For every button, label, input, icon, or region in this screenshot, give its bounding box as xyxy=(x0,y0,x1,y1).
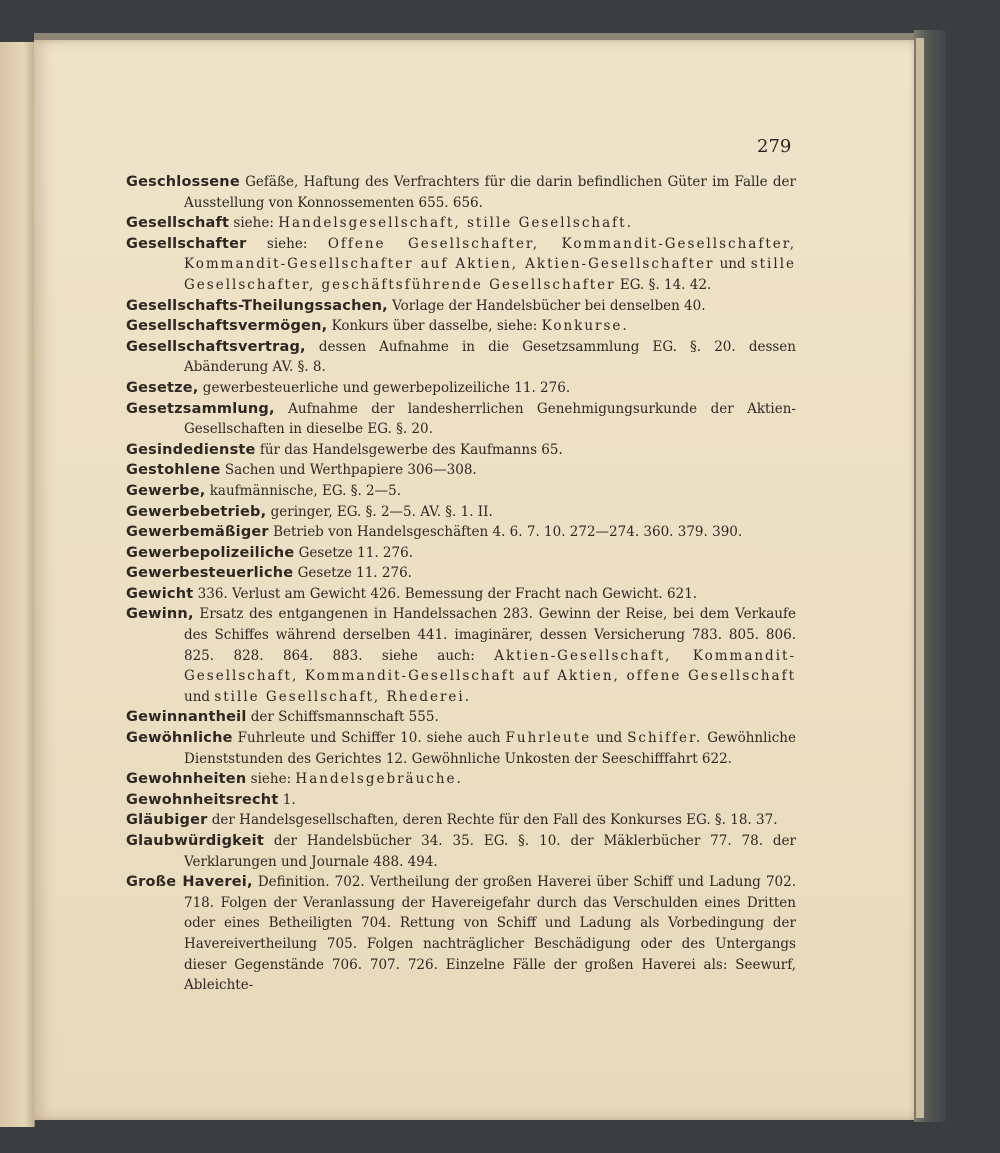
entry-text: gewerbesteuerliche und gewerbepolizeiliche 11. 276. xyxy=(198,379,571,396)
index-headword: Gewicht xyxy=(126,585,194,602)
index-entry xyxy=(126,543,796,564)
index-headword: Gewohnheitsrecht xyxy=(126,791,279,808)
entry-text: und xyxy=(184,688,215,705)
index-headword: Gewohnheiten xyxy=(126,771,247,788)
index-headword: Gläubiger xyxy=(126,812,208,829)
index-entry xyxy=(126,399,796,440)
index-entry xyxy=(126,440,796,461)
cross-reference: Handelsgesellschaft, stille Gesellschaft. xyxy=(278,215,633,232)
entry-text: der Handelsgesellschaften, deren Rechte für den Fall des Konkurses EG. §. 18. 37. xyxy=(207,812,778,829)
index-headword: Gesindedienste xyxy=(126,441,256,458)
index-entry xyxy=(126,584,796,605)
index-entry xyxy=(126,790,796,811)
entry-text: Betrieb von Handelsgeschäften 4. 6. 7. 10. 272—274. 360. 379. 390. xyxy=(268,524,743,541)
index-entry xyxy=(126,213,796,234)
entry-text: für das Handelsgewerbe des Kaufmanns 65. xyxy=(255,441,563,458)
cross-reference: Fuhrleute xyxy=(505,730,592,747)
entry-text: der Schiffsmannschaft 555. xyxy=(246,709,439,726)
page-stack-edge xyxy=(916,38,924,1118)
index-headword: Gesellschafter xyxy=(126,235,247,252)
index-entry xyxy=(126,172,796,213)
cross-reference: Aktien-Gesellschaft, Kommandit-Gesellschaft, Kommandit-Gesellschaft auf Aktien, offene Gesellschaft xyxy=(184,647,797,685)
entry-text: 336. Verlust am Gewicht 426. Bemessung der Fracht nach Gewicht. 621. xyxy=(193,585,698,602)
entry-text: siehe: xyxy=(246,235,328,252)
previous-page-edge xyxy=(0,42,35,1127)
index-headword: Geschlossene xyxy=(126,174,240,190)
index-entry xyxy=(126,337,796,378)
entry-text: siehe: xyxy=(246,771,296,788)
index-headword: Gesellschafts-Theilungssachen, xyxy=(126,297,388,314)
index-entry xyxy=(126,728,796,769)
index-headword: Gewöhnliche xyxy=(126,730,233,747)
index-headword: Gewinnantheil xyxy=(126,709,247,726)
entry-text: und xyxy=(591,730,628,747)
index-entry xyxy=(126,872,796,996)
cross-reference: Konkurse. xyxy=(541,318,629,335)
index-headword: Gewerbepolizeiliche xyxy=(126,544,295,561)
index-headword: Große Haverei, xyxy=(126,874,253,891)
entry-text: Fuhrleute und Schiffer 10. siehe auch xyxy=(232,730,506,747)
entry-text: kaufmännische, EG. §. 2—5. xyxy=(205,482,402,499)
index-entry xyxy=(126,563,796,584)
index-headword: Gewerbemäßiger xyxy=(126,524,269,541)
entry-text: Gewöhnliche Dienststunden des Gerichtes 12. Gewöhnliche Unkosten der Seeschifffahrt 622. xyxy=(184,730,796,767)
index-entries xyxy=(126,172,796,996)
cross-reference: Handelsgebräuche. xyxy=(295,771,463,788)
entry-text: 1. xyxy=(278,791,296,808)
entry-text: EG. §. 14. 42. xyxy=(615,276,712,293)
index-entry xyxy=(126,234,796,296)
index-entry xyxy=(126,481,796,502)
index-headword: Glaubwürdigkeit xyxy=(126,833,264,849)
index-headword: Gesetze, xyxy=(126,379,199,396)
index-headword: Gesellschaft xyxy=(126,215,230,232)
entry-text: Gefäße, Haftung des Verfrachters für die darin befindlichen Güter im Falle der Ausstellung von Konnossementen 655. 656. xyxy=(184,174,796,211)
page-number: 279 xyxy=(757,136,792,157)
index-entry xyxy=(126,831,796,872)
index-entry xyxy=(126,810,796,831)
entry-text: Konkurs über dasselbe, siehe: xyxy=(327,318,542,335)
cross-reference: Schiffer. xyxy=(627,730,703,747)
index-entry xyxy=(126,769,796,790)
index-entry xyxy=(126,502,796,523)
index-entry xyxy=(126,604,796,707)
entry-text: Definition. 702. Vertheilung der großen Haverei über Schiff und Ladung 702. 718. Folgen der Veranlassung der Havereigefahr durch das Verschulden eines Dritten oder eines Betheiligten 704. Rettung von Schiff und Ladung als Vorbedingung der Havereivertheilung 705. Folgen nachträglicher Beschädigung oder des Untergangs dieser Gegenstände 706. 707. 726. Einzelne Fälle der großen Haverei als: Seewurf, Ableichte- xyxy=(184,874,797,994)
index-headword: Gewinn, xyxy=(126,606,194,623)
entry-text: geringer, EG. §. 2—5. AV. §. 1. II. xyxy=(266,503,493,520)
entry-text: Ersatz des entgangenen in Handelssachen 283. Gewinn der Reise, bei dem Verkaufe des Schiffes während derselben 441. imaginärer, dessen Versicherung 783. 805. 806. 825. 828. 864. 883. siehe auch: xyxy=(184,606,796,664)
index-entry xyxy=(126,522,796,543)
entry-text: Vorlage der Handelsbücher bei denselben 40. xyxy=(387,297,706,314)
cross-reference: Offene Gesellschafter, Kommandit-Gesellschafter, Kommandit-Gesellschafter auf Aktien, Aktien-Gesellschafter xyxy=(184,235,796,273)
entry-text: siehe: xyxy=(229,215,279,232)
cross-reference: stille Gesellschaft, Rhederei. xyxy=(214,688,472,705)
entry-text: Gesetze 11. 276. xyxy=(293,565,412,582)
index-entry xyxy=(126,378,796,399)
entry-text: Sachen und Werthpapiere 306—308. xyxy=(220,462,477,479)
entry-text: Gesetze 11. 276. xyxy=(294,544,413,561)
entry-text: der Handelsbücher 34. 35. EG. §. 10. der Mäklerbücher 77. 78. der Verklarungen und Journale 488. 494. xyxy=(184,833,796,870)
index-headword: Gewerbe, xyxy=(126,482,206,499)
index-headword: Gesellschaftsvertrag, xyxy=(126,338,306,355)
cross-reference: stille Gesellschafter, geschäftsführende Gesellschafter xyxy=(184,256,796,293)
index-headword: Gesetzsammlung, xyxy=(126,400,275,417)
index-entry xyxy=(126,296,796,317)
index-headword: Gewerbebetrieb, xyxy=(126,503,267,520)
index-entry xyxy=(126,460,796,481)
entry-text: und xyxy=(714,256,751,273)
entry-text: dessen Aufnahme in die Gesetzsammlung EG. §. 20. dessen Abänderung AV. §. 8. xyxy=(184,338,796,376)
entry-text: Aufnahme der landesherrlichen Genehmigungsurkunde der Aktien-Gesellschaften in dieselbe EG. §. 20. xyxy=(184,400,796,438)
index-headword: Gesellschaftsvermögen, xyxy=(126,318,328,335)
index-headword: Gestohlene xyxy=(126,462,221,479)
index-entry xyxy=(126,316,796,337)
index-headword: Gewerbesteuerliche xyxy=(126,565,294,582)
index-entry xyxy=(126,707,796,728)
